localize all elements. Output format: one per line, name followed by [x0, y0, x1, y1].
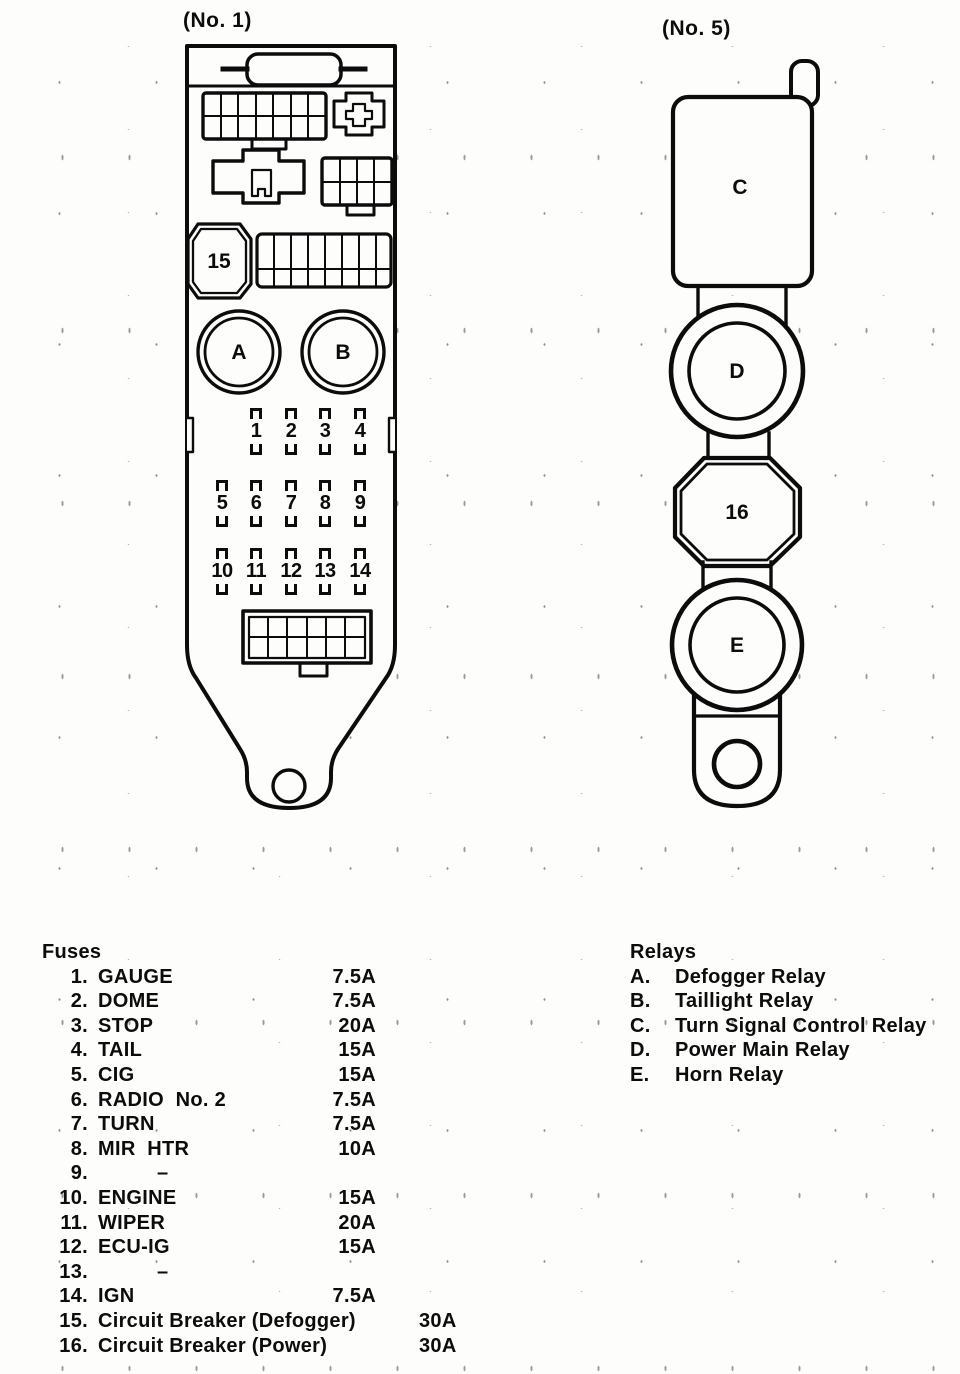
- fuse-slot-5: [209, 480, 235, 527]
- fuse-row-number: 4.: [70, 1039, 88, 1062]
- fuse-slot-1: [243, 408, 269, 455]
- fuse-row-number: 6.: [70, 1088, 88, 1111]
- fuse-row-number: 16.: [59, 1334, 88, 1357]
- relay-row: [630, 1014, 960, 1039]
- fuse-row: [42, 1014, 512, 1039]
- fuse-row-number: 9.: [70, 1162, 88, 1185]
- fuse-bracket: [250, 480, 262, 491]
- fuse-bracket: [285, 516, 297, 527]
- fuse-bracket: [285, 548, 297, 559]
- fuse-bracket: [285, 444, 297, 455]
- relay-row-name: Power Main Relay: [675, 1039, 850, 1062]
- fuse-row-name: STOP: [98, 1014, 154, 1037]
- fuse-bracket: [285, 584, 297, 595]
- fuse-number: 4: [354, 420, 366, 442]
- fuse-bracket: [354, 444, 366, 455]
- relay-strip-no5-label: (No. 5): [662, 17, 731, 40]
- fuse-row-name: Circuit Breaker (Power): [98, 1334, 328, 1357]
- fuse-slot-9: [347, 480, 373, 527]
- relay-row: [630, 989, 960, 1014]
- fuse-row-amp: 30A: [419, 1309, 457, 1332]
- fuse-row: [42, 1063, 512, 1088]
- fuse-bracket: [250, 408, 262, 419]
- fuse-row-amp: 7.5A: [332, 990, 376, 1013]
- fuse-number: 5: [216, 492, 228, 514]
- relay-row-name: Horn Relay: [675, 1063, 784, 1086]
- relay-row-name: Defogger Relay: [675, 965, 826, 988]
- fuse-bracket: [216, 584, 228, 595]
- fuse-row: [42, 1235, 512, 1260]
- fuse-row-amp: 15A: [338, 1039, 376, 1062]
- fuse-row-name: RADIO No. 2: [98, 1088, 227, 1111]
- fuse-row: [42, 1260, 512, 1285]
- fuse-row-number: 14.: [59, 1285, 88, 1308]
- fuse-row-amp: 7.5A: [332, 1088, 376, 1111]
- relays-list: [630, 940, 960, 1088]
- fuse-row-name: DOME: [98, 990, 160, 1013]
- fuse-row-number: 5.: [70, 1063, 88, 1086]
- fuse-row-name: –: [157, 1162, 169, 1185]
- fuse-row-amp: 15A: [338, 1063, 376, 1086]
- fuse-number: 12: [280, 560, 302, 582]
- fuse-row-name: IGN: [98, 1285, 135, 1308]
- relay-d-label: D: [729, 360, 745, 383]
- fuse-row-name: Circuit Breaker (Defogger): [98, 1309, 356, 1332]
- fuse-row-name: GAUGE: [98, 965, 173, 988]
- fuse-row: [42, 1211, 512, 1236]
- fuse-bracket: [354, 480, 366, 491]
- fuse-bracket: [216, 516, 228, 527]
- fuse-row-number: 7.: [70, 1113, 88, 1136]
- fuse-number: 11: [245, 560, 267, 582]
- relay-row-letter: B.: [630, 990, 651, 1013]
- fuse-row-name: MIR HTR: [98, 1137, 190, 1160]
- fuse-row: [42, 1137, 512, 1162]
- fuse-bracket: [319, 480, 331, 491]
- fuse-slot-11: [243, 548, 269, 595]
- fuse-slot-8: [312, 480, 338, 527]
- fuse-row-number: 2.: [70, 990, 88, 1013]
- fuse-row: [42, 1284, 512, 1309]
- fuse-row-amp: 15A: [338, 1236, 376, 1259]
- fuse-number: 9: [354, 492, 366, 514]
- fuse-slot-10: [209, 548, 235, 595]
- relay-e-label: E: [729, 634, 744, 657]
- fuse-number: 13: [314, 560, 336, 582]
- fuse-row: [42, 1161, 512, 1186]
- fuse-box-step-right: [389, 418, 395, 452]
- fuse-slot-14: [347, 548, 373, 595]
- fuse-box-no1-label: (No. 1): [183, 9, 252, 32]
- fuse-row: [42, 1186, 512, 1211]
- fuse-row-number: 15.: [59, 1309, 88, 1332]
- fuse-row-amp: 30A: [419, 1334, 457, 1357]
- relay-a-label: A: [231, 341, 247, 364]
- relay-row-name: Taillight Relay: [675, 990, 814, 1013]
- fuse-bracket: [216, 548, 228, 559]
- fuses-list-title: Fuses: [42, 941, 102, 963]
- fuse-row-amp: 7.5A: [332, 1113, 376, 1136]
- fuse-bracket: [354, 516, 366, 527]
- fuse-bracket: [250, 548, 262, 559]
- fuse-bracket: [250, 584, 262, 595]
- fuse-slot-12: [278, 548, 304, 595]
- fuse-slot-4: [347, 408, 373, 455]
- fuse-bracket: [216, 480, 228, 491]
- fuse-slot-13: [312, 548, 338, 595]
- fuse-bracket: [319, 444, 331, 455]
- fuse-row-name: ENGINE: [98, 1186, 177, 1209]
- circuit-breaker-15-label: 15: [207, 250, 231, 273]
- fuses-list: [42, 940, 512, 1358]
- strip-mounting-hole: [714, 741, 760, 787]
- fuse-number: 14: [349, 560, 371, 582]
- fuse-bracket: [285, 408, 297, 419]
- relay-row: [630, 1038, 960, 1063]
- fuse-bracket: [319, 548, 331, 559]
- relay-row-letter: C.: [630, 1014, 651, 1037]
- circuit-breaker-16-label: 16: [725, 501, 749, 524]
- fuse-row-number: 3.: [70, 1014, 88, 1037]
- fuse-number: 8: [319, 492, 331, 514]
- fuse-row: [42, 1334, 512, 1359]
- fuse-number: 2: [285, 420, 297, 442]
- fuse-bracket: [250, 516, 262, 527]
- fuse-number: 10: [211, 560, 233, 582]
- relay-strip-no5: [671, 61, 818, 806]
- relay-row-letter: D.: [630, 1039, 651, 1062]
- fuse-row: [42, 1038, 512, 1063]
- fuse-row-number: 1.: [70, 965, 88, 988]
- fuse-row-amp: 20A: [338, 1211, 376, 1234]
- relay-row: [630, 1063, 960, 1088]
- fuse-bracket: [354, 584, 366, 595]
- fuse-row-amp: 7.5A: [332, 1285, 376, 1308]
- fuse-row-name: –: [157, 1260, 169, 1283]
- fuse-row-amp: 20A: [338, 1014, 376, 1037]
- fuse-slot-7: [278, 480, 304, 527]
- relay-c-label: C: [732, 176, 748, 199]
- fuse-bracket: [354, 408, 366, 419]
- fuse-row-name: ECU-IG: [98, 1236, 170, 1259]
- fuse-row-number: 12.: [59, 1236, 88, 1259]
- fuse-row-number: 11.: [60, 1211, 88, 1234]
- fuse-row-number: 8.: [70, 1137, 88, 1160]
- fuse-row-number: 13.: [59, 1260, 88, 1283]
- fuse-slot-3: [312, 408, 338, 455]
- mounting-hole: [273, 770, 305, 802]
- fuse-row: [42, 965, 512, 990]
- handle: [247, 54, 341, 85]
- fuse-number: 7: [285, 492, 297, 514]
- relay-row-name: Turn Signal Control Relay: [675, 1014, 927, 1037]
- fuse-row-amp: 15A: [338, 1186, 376, 1209]
- fuse-row-name: TAIL: [98, 1039, 143, 1062]
- fuse-number: 1: [250, 420, 262, 442]
- fuse-box-step-left: [187, 418, 193, 452]
- fuse-row: [42, 1112, 512, 1137]
- relays-list-title: Relays: [630, 941, 697, 963]
- fuse-row-amp: 7.5A: [332, 965, 376, 988]
- fuse-row-number: 10.: [59, 1186, 88, 1209]
- relay-row-letter: A.: [630, 965, 651, 988]
- relay-b-label: B: [335, 341, 351, 364]
- fuse-row-name: CIG: [98, 1063, 135, 1086]
- fuse-bracket: [354, 548, 366, 559]
- fuse-slot-2: [278, 408, 304, 455]
- fuse-bracket: [319, 584, 331, 595]
- fuse-bracket: [319, 408, 331, 419]
- fuse-bracket: [285, 480, 297, 491]
- fuse-number: 6: [250, 492, 262, 514]
- fuse-row: [42, 989, 512, 1014]
- fuse-number: 3: [319, 420, 331, 442]
- fuse-row-name: WIPER: [98, 1211, 166, 1234]
- fuse-row: [42, 1088, 512, 1113]
- fuse-bracket: [250, 444, 262, 455]
- fuse-bracket: [319, 516, 331, 527]
- relay-row: [630, 965, 960, 990]
- relay-row-letter: E.: [630, 1063, 650, 1086]
- fuse-row-name: TURN: [98, 1113, 155, 1136]
- fuse-row-amp: 10A: [338, 1137, 376, 1160]
- fuse-row: [42, 1309, 512, 1334]
- fuse-slot-6: [243, 480, 269, 527]
